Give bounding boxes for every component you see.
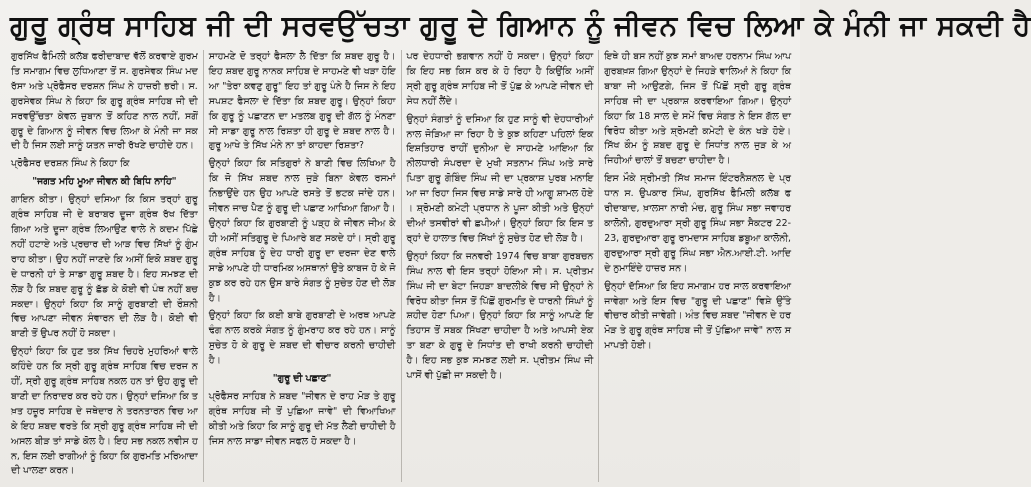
paragraph: ਪ੍ਰੋਫੈਸਰ ਸਾਹਿਬ ਨੇ ਸ਼ਬਦ "ਜੀਵਨ ਦੇ ਰਾਹ ਮੋੜ ਤੇ ਗੁਰੂ ਗ੍ਰੰਥ ਸਾਹਿਬ ਜੀ ਤੋਂ ਪੁਛਿਆ ਜਾਵੇ" ਦੀ ਵਿਆਖਿਆ ਕੀਤੀ ਅਤੇ ਕਿਹਾ ਕਿ ਸਾਨੂੰ ਗੁਰੂ ਦੀ ਮੱਤ ਲੈਣੀ ਚਾਹੀਦੀ ਹੈ ਜਿਸ ਨਾਲ ਸਾਡਾ ਜੀਵਨ ਸਫਲ ਹੋ ਸਕਦਾ ਹੈ। bbox=[208, 390, 396, 447]
paragraph: ਗੁਰਸਿੱਖ ਫੈਮਿਲੀ ਕਲੱਬ ਫਰੀਦਾਬਾਦ ਵੱਲੋਂ ਕਰਵਾਏ ਗੁਰਮਤਿ ਸਮਾਗਮ ਵਿਚ ਲੁਧਿਆਣਾ ਤੋਂ ਸ. ਗੁਰਸੇਵਕ ਸਿੰਘ ਮਦਰੱਸਾ ਅਤੇ ਪ੍ਰੋਫੈਸਰ ਦਰਸ਼ਨ ਸਿੰਘ ਨੇ ਹਾਜ਼ਰੀ ਭਰੀ। ਸ. ਗੁਰਸੇਵਕ ਸਿੰਘ ਨੇ ਕਿਹਾ ਕਿ ਗੁਰੂ ਗ੍ਰੰਥ ਸਾਹਿਬ ਜੀ ਦੀ ਸਰਵਉੱਚਤਾ ਕੇਵਲ ਜ਼ੁਬਾਨ ਤੋਂ ਕਹਿਣ ਨਾਲ ਨਹੀਂ, ਸਗੋਂ ਗੁਰੂ ਦੇ ਗਿਆਨ ਨੂੰ ਜੀਵਨ ਵਿਚ ਲਿਆ ਕੇ ਮੰਨੀ ਜਾ ਸਕਦੀ ਹੈ ਜਿਸ ਲਈ ਸਾਨੂੰ ਯਤਨ ਜਾਰੀ ਰੱਖਣੇ ਚਾਹੀਦੇ ਹਨ। bbox=[11, 51, 198, 152]
article-column-4 bbox=[599, 50, 796, 482]
article-column-2 bbox=[204, 50, 402, 482]
paragraph: ਉਨ੍ਹਾਂ ਕਿਹਾ ਕਿ ਜਨਵਰੀ 1974 ਵਿਚ ਬਾਬਾ ਗੁਰਬਚਨ ਸਿੰਘ ਨਾਲ ਵੀ ਇਸ ਤਰ੍ਹਾਂ ਹੋਇਆ ਸੀ। ਸ. ਪ੍ਰੀਤਮ ਸਿੰਘ ਜੀ ਦਾ ਬੇਟਾ ਜਿਹੜਾ ਬਾਦਲੀਕੇ ਵਿਚ ਸੀ ਉਨ੍ਹਾਂ ਨੇ ਵਿਰੋਧ ਕੀਤਾ ਜਿਸ ਤੋਂ ਪਿੱਛੋਂ ਗੁਰਮਤਿ ਦੇ ਧਾਰਨੀ ਸਿੰਘਾਂ ਨੂੰ ਸ਼ਹੀਦ ਹੋਣਾ ਪਿਆ। ਉਨ੍ਹਾਂ ਕਿਹਾ ਕਿ ਸਾਨੂੰ ਆਪਣੇ ਇਤਿਹਾਸ ਤੋਂ ਸਬਕ ਸਿੱਖਣਾ ਚਾਹੀਦਾ ਹੈ ਅਤੇ ਆਪਸੀ ਏਕਤਾ ਬਣਾ ਕੇ ਗੁਰੂ ਦੇ ਸਿਧਾਂਤ ਦੀ ਰਾਖੀ ਕਰਨੀ ਚਾਹੀਦੀ ਹੈ। ਇਹ ਸਭ ਕੁਝ ਸਮਝਣ ਲਈ ਸ. ਪ੍ਰੀਤਮ ਸਿੰਘ ਜੀ ਪਾਸੋਂ ਵੀ ਪੁੱਛੀ ਜਾ ਸਕਦੀ ਹੈ। bbox=[406, 250, 594, 382]
paragraph: ਪਰ ਦੇਹਧਾਰੀ ਭਗਵਾਨ ਨਹੀਂ ਹੋ ਸਕਦਾ। ਉਨ੍ਹਾਂ ਕਿਹਾ ਕਿ ਇਹ ਸਭ ਕਿਸ ਕਰ ਕੇ ਹੋ ਰਿਹਾ ਹੈ ਕਿਉਂਕਿ ਅਸੀਂ ਸ੍ਰੀ ਗੁਰੂ ਗ੍ਰੰਥ ਸਾਹਿਬ ਜੀ ਤੋਂ ਪੁੱਛ ਕੇ ਆਪਣੇ ਜੀਵਨ ਦੀ ਸੇਧ ਨਹੀਂ ਲੈਂਦੇ। bbox=[406, 51, 594, 107]
paragraph: ਉਨ੍ਹਾਂ ਦੱਸਿਆ ਕਿ ਇਹ ਸਮਾਗਮ ਹਰ ਸਾਲ ਕਰਵਾਇਆ ਜਾਵੇਗਾ ਅਤੇ ਇਸ ਵਿਚ "ਗੁਰੂ ਦੀ ਪਛਾਣ" ਵਿਸ਼ੇ ਉੱਤੇ ਵੀਚਾਰ ਕੀਤੀ ਜਾਵੇਗੀ। ਅੰਤ ਵਿਚ ਸ਼ਬਦ "ਜੀਵਨ ਦੇ ਹਰ ਮੋੜ ਤੇ ਗੁਰੂ ਗ੍ਰੰਥ ਸਾਹਿਬ ਜੀ ਤੋਂ ਪੁੱਛਿਆ ਜਾਵੇ" ਨਾਲ ਸਮਾਪਤੀ ਹੋਈ। bbox=[604, 280, 791, 352]
paragraph: ਇਸ ਮੌਕੇ ਸ੍ਰੀਮਤੀ ਸਿੱਖ ਸਮਾਜ ਇੰਟਰਨੈਸ਼ਨਲ ਦੇ ਪ੍ਰਧਾਨ ਸ. ਉਪਕਾਰ ਸਿੰਘ, ਗੁਰਸਿੱਖ ਫੈਮਿਲੀ ਕਲੱਬ ਫਰੀਦਾਬਾਦ, ਖ਼ਾਲਸਾ ਨਾਰੀ ਮੰਚ, ਗੁਰੂ ਸਿੰਘ ਸਭਾ ਜਵਾਹਰ ਕਾਲੋਨੀ, ਗੁਰਦੁਆਰਾ ਸ੍ਰੀ ਗੁਰੂ ਸਿੰਘ ਸਭਾ ਸੈਕਟਰ 22-23, ਗੁਰਦੁਆਰਾ ਗੁਰੂ ਰਾਮਦਾਸ ਸਾਹਿਬ ਡਬੂਆ ਕਾਲੋਨੀ, ਗੁਰਦੁਆਰਾ ਸ੍ਰੀ ਗੁਰੂ ਸਿੰਘ ਸਭਾ ਐਨ.ਆਈ.ਟੀ. ਆਦਿ ਦੇ ਨੁਮਾਇੰਦੇ ਹਾਜ਼ਰ ਸਨ। bbox=[604, 173, 791, 274]
paragraph: ਇਥੇ ਹੀ ਬਸ ਨਹੀਂ ਕੁਝ ਸਮਾਂ ਬਾਅਦ ਹਰਨਾਮ ਸਿੰਘ ਆਪ ਗੁਰਬਖ਼ਸ਼ ਗਿਆ ਉਨ੍ਹਾਂ ਦੇ ਜਿਹੜੇ ਵਾਲਿਆਂ ਨੇ ਕਿਹਾ ਕਿ ਬਾਬਾ ਜੀ ਆਉਣਗੇ, ਜਿਸ ਤੋਂ ਪਿੱਛੋਂ ਸ੍ਰੀ ਗੁਰੂ ਗ੍ਰੰਥ ਸਾਹਿਬ ਜੀ ਦਾ ਪ੍ਰਕਾਸ਼ ਕਰਵਾਇਆ ਗਿਆ। ਉਨ੍ਹਾਂ ਕਿਹਾ ਕਿ 18 ਸਾਲ ਦੇ ਸਮੇਂ ਵਿਚ ਸੰਗਤ ਨੇ ਇਸ ਗੱਲ ਦਾ ਵਿਰੋਧ ਕੀਤਾ ਅਤੇ ਸ਼੍ਰੋਮਣੀ ਕਮੇਟੀ ਦੇ ਕੰਨ ਖੜੇ ਹੋਏ। ਸਿੱਖ ਕੌਮ ਨੂੰ ਸ਼ਬਦ ਗੁਰੂ ਦੇ ਸਿਧਾਂਤ ਨਾਲ ਜੁੜ ਕੇ ਅਜਿਹੀਆਂ ਚਾਲਾਂ ਤੋਂ ਬਚਣਾ ਚਾਹੀਦਾ ਹੈ। bbox=[604, 51, 791, 167]
paragraph: ਉਨ੍ਹਾਂ ਕਿਹਾ ਕਿ ਕਈ ਬਾਬੇ ਗੁਰਬਾਣੀ ਦੇ ਅਰਥ ਆਪਣੇ ਢੰਗ ਨਾਲ ਕਰਕੇ ਸੰਗਤ ਨੂੰ ਗੁੰਮਰਾਹ ਕਰ ਰਹੇ ਹਨ। ਸਾਨੂੰ ਸੁਚੇਤ ਹੋ ਕੇ ਗੁਰੂ ਦੇ ਸ਼ਬਦ ਦੀ ਵੀਚਾਰ ਕਰਨੀ ਚਾਹੀਦੀ ਹੈ। bbox=[208, 310, 396, 367]
paragraph: ਉਨ੍ਹਾਂ ਕਿਹਾ ਕਿ ਹੁਣ ਤਕ ਸਿੱਖ ਚਿਹਰੇ ਮੁਹਰਿਆਂ ਵਾਲੇ ਕਹਿੰਦੇ ਹਨ ਕਿ ਸ੍ਰੀ ਗੁਰੂ ਗ੍ਰੰਥ ਸਾਹਿਬ ਵਿਚ ਦਰਜ ਨਹੀਂ, ਸ੍ਰੀ ਗੁਰੂ ਗ੍ਰੰਥ ਸਾਹਿਬ ਨਕਲ ਹਨ ਤਾਂ ਉਹ ਗੁਰੂ ਦੀ ਬਾਣੀ ਦਾ ਨਿਰਾਦਰ ਕਰ ਰਹੇ ਹਨ। ਉਨ੍ਹਾਂ ਦਸਿਆ ਕਿ ਤਖ਼ਤ ਹਜ਼ੂਰ ਸਾਹਿਬ ਦੇ ਜਥੇਦਾਰ ਨੇ ਤਰਨਤਾਰਨ ਵਿਚ ਆ ਕੇ ਇਹ ਸ਼ਬਦ ਵਰਤੇ ਕਿ ਸ੍ਰੀ ਗੁਰੂ ਗ੍ਰੰਥ ਸਾਹਿਬ ਜੀ ਦੀ ਅਸਲ ਬੀੜ ਤਾਂ ਸਾਡੇ ਕੋਲ ਹੈ। ਇਹ ਸਭ ਨਕਲ ਨਵੀਸ ਹਨ, ਇਸ ਲਈ ਰਾਗੀਆਂ ਨੂੰ ਕਿਹਾ ਕਿ ਗੁਰਮਤਿ ਮਰਿਆਦਾ ਦੀ ਪਾਲਣਾ ਕਰਨ। bbox=[11, 346, 198, 477]
paragraph: ਉਨ੍ਹਾਂ ਕਿਹਾ ਕਿ ਸਤਿਗੁਰਾਂ ਨੇ ਬਾਣੀ ਵਿਚ ਲਿਖਿਆ ਹੈ ਕਿ ਜੋ ਸਿੱਖ ਸ਼ਬਦ ਨਾਲ ਜੁੜੇ ਬਿਨਾ ਕੇਵਲ ਰਸਮਾਂ ਨਿਭਾਉਂਦੇ ਹਨ ਉਹ ਆਪਣੇ ਰਸਤੇ ਤੋਂ ਭਟਕ ਜਾਂਦੇ ਹਨ। ਜੀਵਨ ਜਾਚ ਪੈਣ ਨੂੰ ਗੁਰੂ ਦੀ ਪਛਾਣ ਆਖਿਆ ਗਿਆ ਹੈ। ਉਨ੍ਹਾਂ ਕਿਹਾ ਕਿ ਗੁਰਬਾਣੀ ਨੂੰ ਪੜ੍ਹ ਕੇ ਜੀਵਨ ਜੀਅ ਕੇ ਹੀ ਅਸੀਂ ਸਤਿਗੁਰੂ ਦੇ ਪਿਆਰੇ ਬਣ ਸਕਦੇ ਹਾਂ। ਸ੍ਰੀ ਗੁਰੂ ਗ੍ਰੰਥ ਸਾਹਿਬ ਨੂੰ ਦੇਹ ਧਾਰੀ ਗੁਰੂ ਦਾ ਦਰਜਾ ਦੇਣ ਵਾਲੇ ਸਾਡੇ ਆਪਣੇ ਹੀ ਧਾਰਮਿਕ ਅਸਥਾਨਾਂ ਉਤੇ ਕਾਬਜ ਹੋ ਕੇ ਜੋ ਕੁਝ ਕਰ ਰਹੇ ਹਨ ਉਸ ਬਾਰੇ ਸੰਗਤ ਨੂੰ ਸੁਚੇਤ ਹੋਣ ਦੀ ਲੋੜ ਹੈ। bbox=[208, 158, 396, 304]
article-column-1 bbox=[6, 50, 204, 482]
paragraph: ਸਾਹਮਣੇ ਦੋ ਤਰ੍ਹਾਂ ਫੈਸਲਾ ਲੈ ਦਿੱਤਾ ਕਿ ਸ਼ਬਦ ਗੁਰੂ ਹੈ। ਇਹ ਸ਼ਬਦ ਗੁਰੂ ਨਾਨਕ ਸਾਹਿਬ ਦੇ ਸਾਹਮਣੇ ਵੀ ਖੜਾ ਹੋਇਆ "ਤੇਰਾ ਕਵਣੁ ਗੁਰੂ" ਇਹ ਤਾਂ ਗੁਰੂ ਪੰਨੇ ਹੈ ਜਿਸ ਨੇ ਇਹ ਸਪਸ਼ਟ ਫੈਸਲਾ ਦੇ ਦਿੱਤਾ ਕਿ ਸ਼ਬਦ ਗੁਰੂ। ਉਨ੍ਹਾਂ ਕਿਹਾ ਕਿ ਗੁਰੂ ਨੂੰ ਪਛਾਣਨ ਦਾ ਮਤਲਬ ਗੁਰੂ ਦੀ ਗੱਲ ਨੂੰ ਮੰਨਣਾ ਸੀ ਸਾਡਾ ਗੁਰੂ ਨਾਲ ਰਿਸ਼ਤਾ ਹੀ ਗੁਰੂ ਦੇ ਸ਼ਬਦ ਨਾਲ ਹੈ। ਗੁਰੂ ਆਖੇ ਤੇ ਸਿੱਖ ਮੰਨੇ ਨਾ ਤਾਂ ਕਾਹਦਾ ਰਿਸ਼ਤਾ? bbox=[208, 51, 396, 152]
paragraph: ਉਨ੍ਹਾਂ ਸੰਗਤਾਂ ਨੂੰ ਦਸਿਆ ਕਿ ਹੁਣ ਸਾਨੂੰ ਵੀ ਦੇਹਧਾਰੀਆਂ ਨਾਲ ਜੋੜਿਆ ਜਾ ਰਿਹਾ ਹੈ ਤੇ ਕੁਝ ਕਹਿਣਾ ਪਹਿਲਾਂ ਇਕ ਇਸ਼ਤਿਹਾਰ ਰਾਹੀਂ ਦੁਨੀਆ ਦੇ ਸਾਹਮਣੇ ਆਇਆ ਕਿ ਨੀਲਧਾਰੀ ਸੰਪਰਦਾ ਦੇ ਮੁਖੀ ਸਤਨਾਮ ਸਿੰਘ ਅਤੇ ਸਾਰੇ ਪਿਤਾ ਗੁਰੂ ਗੋਬਿੰਦ ਸਿੰਘ ਜੀ ਦਾ ਪ੍ਰਕਾਸ਼ ਪੁਰਬ ਮਨਾਇਆ ਜਾ ਰਿਹਾ ਜਿਸ ਵਿਚ ਸਾਡੇ ਸਾਰੇ ਹੀ ਆਗੂ ਸ਼ਾਮਲ ਹੋਏ। ਸ਼੍ਰੋਮਣੀ ਕਮੇਟੀ ਪ੍ਰਧਾਨ ਨੇ ਪੂਜਾ ਕੀਤੀ ਅਤੇ ਉਨ੍ਹਾਂ ਦੀਆਂ ਤਸਵੀਰਾਂ ਵੀ ਛਪੀਆਂ। ਉਨ੍ਹਾਂ ਕਿਹਾ ਕਿ ਇਸ ਤਰ੍ਹਾਂ ਦੇ ਹਾਲਾਤ ਵਿਚ ਸਿੱਖਾਂ ਨੂੰ ਸੁਚੇਤ ਹੋਣ ਦੀ ਲੋੜ ਹੈ। bbox=[406, 113, 594, 244]
article-body bbox=[6, 50, 796, 482]
paragraph: ਗਾਇਨ ਕੀਤਾ। ਉਨ੍ਹਾਂ ਦਸਿਆ ਕਿ ਕਿਸ ਤਰ੍ਹਾਂ ਗੁਰੂ ਗ੍ਰੰਥ ਸਾਹਿਬ ਜੀ ਦੇ ਬਰਾਬਰ ਦੂਜਾ ਗ੍ਰੰਥ ਰੱਖ ਦਿੱਤਾ ਗਿਆ ਅਤੇ ਦੂਜਾ ਗ੍ਰੰਥ ਲਿਆਉਣ ਵਾਲੇ ਨੇ ਕਦਮ ਪਿੱਛੇ ਨਹੀਂ ਹਟਾਏ ਅਤੇ ਪ੍ਰਚਾਰ ਦੀ ਆੜ ਵਿਚ ਸਿੱਖਾਂ ਨੂੰ ਗੁੰਮਰਾਹ ਕੀਤਾ। ਉਹ ਨਹੀਂ ਜਾਣਦੇ ਕਿ ਅਸੀਂ ਇਕੋ ਸ਼ਬਦ ਗੁਰੂ ਦੇ ਧਾਰਨੀ ਹਾਂ ਤੇ ਸਾਡਾ ਗੁਰੂ ਸ਼ਬਦ ਹੈ। ਇਹ ਸਮਝਣ ਦੀ ਲੋੜ ਹੈ ਕਿ ਸ਼ਬਦ ਗੁਰੂ ਨੂੰ ਛੱਡ ਕੇ ਕੋਈ ਵੀ ਪੰਥ ਨਹੀਂ ਬਚ ਸਕਦਾ। ਉਨ੍ਹਾਂ ਕਿਹਾ ਕਿ ਸਾਨੂੰ ਗੁਰਬਾਣੀ ਦੀ ਰੌਸ਼ਨੀ ਵਿਚ ਆਪਣਾ ਜੀਵਨ ਸੰਵਾਰਨ ਦੀ ਲੋੜ ਹੈ। ਕੋਈ ਵੀ ਬਾਣੀ ਤੋਂ ਉਪਰ ਨਹੀਂ ਹੋ ਸਕਦਾ। bbox=[11, 194, 198, 340]
quoted-line: "ਜਗਤ ਮਹਿ ਮੂਆ ਜੀਵਨ ਕੀ ਬਿਧਿ ਨਾਹਿ" bbox=[32, 176, 177, 188]
article-headline: ਗੁਰੂ ਗ੍ਰੰਥ ਸਾਹਿਬ ਜੀ ਦੀ ਸਰਵਉੱਚਤਾ ਗੁਰੂ ਦੇ ਗਿਆਨ ਨੂੰ ਜੀਵਨ ਵਿਚ ਲਿਆ ਕੇ ਮੰਨੀ ਜਾ ਸਕਦੀ ਹੈ bbox=[10, 9, 1031, 42]
paragraph: ਪ੍ਰੋਫੈਸਰ ਦਰਸ਼ਨ ਸਿੰਘ ਨੇ ਕਿਹਾ ਕਿ bbox=[11, 158, 130, 170]
quoted-line: "ਗੁਰੂ ਦੀ ਪਛਾਣ" bbox=[272, 373, 332, 385]
article-column-3 bbox=[402, 50, 600, 482]
